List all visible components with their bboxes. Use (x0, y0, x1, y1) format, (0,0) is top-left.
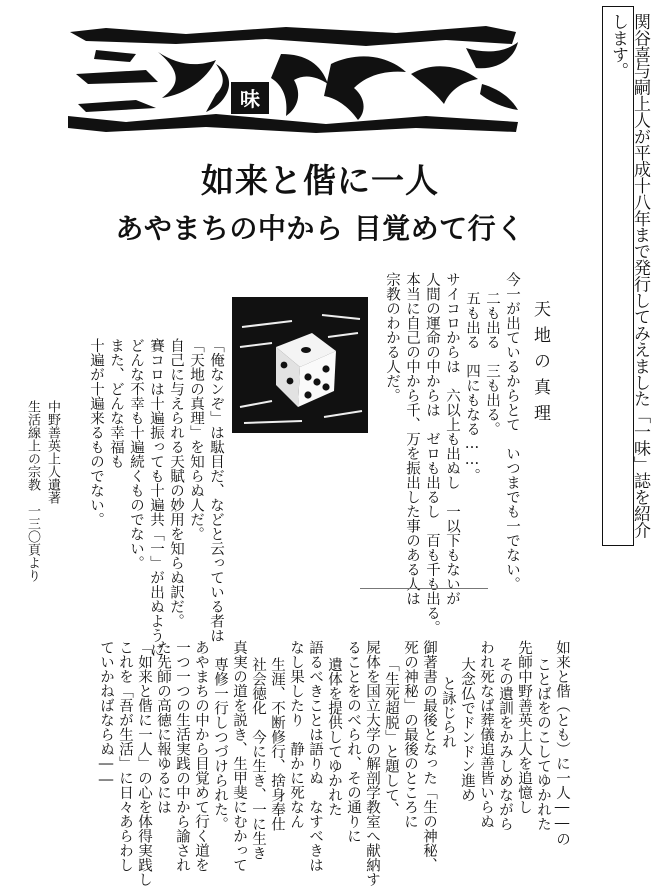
text-column: 今一が出ているからとて いつまでも一でない。 (504, 272, 520, 591)
text-column: 死の神秘」の最後のところに (402, 640, 418, 829)
text-column: 語るべきことは語りぬ なすべきは (307, 640, 323, 872)
ichimi-woodcut-banner (66, 24, 520, 134)
text-column: 宗教のわかる人だ。 (384, 272, 400, 403)
text-column: 御著書の最後となった「生の神秘、 (421, 640, 437, 872)
text-column: 一つ一つの生活実践の中から諭され (174, 640, 190, 872)
text-column: 如来と偕（とも）に一人――の (554, 640, 570, 846)
intro-sidebar-text: 関谷喜与嗣上人が平成十八年まで発行してみえました「一味」誌を紹介します。 (608, 13, 650, 538)
text-column: 遺体を提供してゆかれた (326, 657, 342, 817)
text-column: 自己に与えられる天賦の妙用を知らぬ訳だ。 (168, 338, 184, 628)
text-column: 生涯、不断修行、捨身奉仕 (269, 657, 285, 831)
text-column: 賽コロは十遍振っても十遍共「一」が出ぬように (148, 338, 164, 657)
text-column: その遺訓をかみしめながら (497, 657, 513, 831)
section-divider (360, 588, 488, 589)
svg-text:味: 味 (240, 87, 260, 111)
text-column: 屍体を国立大学の解剖学教室へ献納す (364, 640, 380, 887)
text-column: た先師の高徳に報ゆるには (155, 640, 171, 814)
main-title: 如来と偕に一人 (201, 161, 439, 200)
text-column: どんな不幸も十遍続くものでない。 (128, 338, 144, 570)
text-column: なし果したり 静かに死なん (288, 640, 304, 829)
text-column: あやまちの中から目覚めて行く道を (193, 640, 209, 872)
text-column: 先師中野善英上人を追憶し (516, 640, 532, 814)
source-book: 生活線上の宗教 一三〇頁より (25, 400, 40, 582)
text-column: ていかねばならぬ―― (98, 640, 114, 788)
dice-woodcut-image (232, 297, 368, 433)
text-column: 五も出る 四にもなる……。 (464, 291, 480, 483)
text-column: われ死なば葬儀追善皆いらぬ (478, 640, 494, 829)
text-column: と詠じられ (440, 676, 456, 749)
text-column: 人間の運命の中からは ゼロも出るし 百も千も出る。 (424, 272, 440, 635)
text-column: 「俺なンぞ」は駄目だ、などと云っている者は (208, 338, 224, 643)
text-column: また、どんな幸福も (108, 338, 124, 469)
text-column: ことばをのこしてゆかれた (535, 657, 551, 831)
subtitle: あやまちの中から 目覚めて行く (115, 212, 525, 245)
text-column: サイコロからは 六以上も出ぬし 一以下もないが (444, 272, 460, 606)
text-column: 「天地の真理」を知らぬ人だ。 (188, 338, 204, 541)
text-column: ることをのべられ、その通りに (345, 640, 361, 843)
text-column: 真実の道を説き、生甲斐にむかって (231, 640, 247, 872)
text-column: 「生死超脱」と題して、 (383, 657, 399, 817)
text-column: 専修一行しつづけられた。 (212, 657, 228, 831)
text-column: 社会徳化 今に生き、一に生き (250, 657, 266, 860)
text-column: 二も出る 三も出る。 (484, 291, 500, 436)
section-heading: 天地の真理 (530, 300, 550, 430)
text-column: 「如来と偕に一人」の心を体得実践し (136, 640, 152, 887)
text-column: 十遍が十遍来るものでない。 (88, 338, 104, 527)
source-author: 中野善英上人遺著 (45, 400, 60, 504)
text-column: 大念仏でドンドン進め (459, 657, 475, 802)
intro-sidebar-box (602, 6, 650, 546)
text-column: これを「吾が生活」に日々あらわし (117, 640, 133, 872)
text-column: 本当に自己の中から千、万を振出した事のある人は (404, 272, 420, 606)
